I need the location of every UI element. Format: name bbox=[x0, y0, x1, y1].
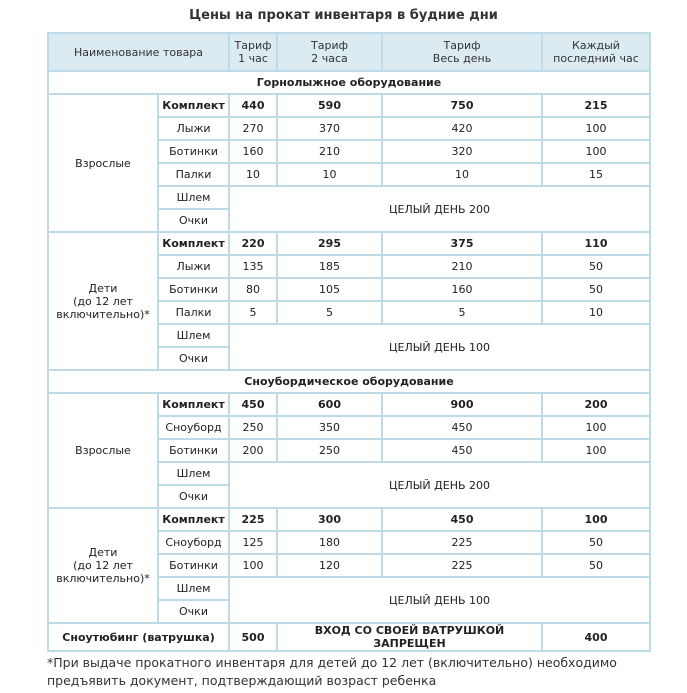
item-label: Шлем bbox=[159, 463, 228, 484]
price-cell: 5 bbox=[383, 302, 541, 323]
price-cell: 250 bbox=[278, 440, 381, 461]
item-label: Ботинки bbox=[159, 440, 228, 461]
footnote: *При выдаче прокатного инвентаря для детей до 12 лет (включительно) необходимо предъявить документ, подтверждающий возраст ребенка bbox=[47, 655, 617, 688]
section-ski: Горнолыжное оборудование bbox=[49, 72, 649, 93]
group-ski-adults: Взрослые bbox=[49, 95, 157, 231]
price-cell: 160 bbox=[230, 141, 276, 162]
price-cell: 5 bbox=[278, 302, 381, 323]
price-cell: 225 bbox=[230, 509, 276, 530]
group-snow-adults: Взрослые bbox=[49, 394, 157, 507]
price-cell: 450 bbox=[383, 509, 541, 530]
price-cell: 600 bbox=[278, 394, 381, 415]
price-cell: 500 bbox=[230, 624, 276, 650]
header-tariff-2h: Тариф 2 часа bbox=[278, 34, 381, 70]
price-cell: 270 bbox=[230, 118, 276, 139]
header-name: Наименование товара bbox=[49, 34, 228, 70]
group-ski-kids: Дети (до 12 лет включительно)* bbox=[49, 233, 157, 369]
price-cell: 900 bbox=[383, 394, 541, 415]
price-cell: 450 bbox=[230, 394, 276, 415]
table-row bbox=[49, 509, 649, 530]
item-label: Ботинки bbox=[159, 555, 228, 576]
item-label: Лыжи bbox=[159, 256, 228, 277]
header-last-hour: Каждый последний час bbox=[543, 34, 649, 70]
price-cell: 50 bbox=[543, 256, 649, 277]
item-label: Комплект bbox=[159, 233, 228, 254]
price-cell: 180 bbox=[278, 532, 381, 553]
item-label: Сноуборд bbox=[159, 417, 228, 438]
item-label: Очки bbox=[159, 348, 228, 369]
price-cell: 50 bbox=[543, 532, 649, 553]
price-cell: 5 bbox=[230, 302, 276, 323]
price-cell: 10 bbox=[278, 164, 381, 185]
item-label: Комплект bbox=[159, 509, 228, 530]
price-cell: 160 bbox=[383, 279, 541, 300]
price-cell: 220 bbox=[230, 233, 276, 254]
page-title: Цены на прокат инвентаря в будние дни bbox=[189, 8, 498, 23]
price-cell: 80 bbox=[230, 279, 276, 300]
price-cell: 750 bbox=[383, 95, 541, 116]
table-row bbox=[49, 233, 649, 254]
item-label: Палки bbox=[159, 302, 228, 323]
price-cell: 135 bbox=[230, 256, 276, 277]
price-cell: 50 bbox=[543, 555, 649, 576]
tubing-label: Сноутюбинг (ватрушка) bbox=[49, 624, 228, 650]
price-cell: 320 bbox=[383, 141, 541, 162]
price-cell: 440 bbox=[230, 95, 276, 116]
price-cell: 250 bbox=[230, 417, 276, 438]
item-label: Шлем bbox=[159, 187, 228, 208]
item-label: Комплект bbox=[159, 394, 228, 415]
price-cell: 350 bbox=[278, 417, 381, 438]
price-cell: 10 bbox=[543, 302, 649, 323]
price-cell: 420 bbox=[383, 118, 541, 139]
table-row bbox=[49, 394, 649, 415]
price-cell: 120 bbox=[278, 555, 381, 576]
price-cell: 15 bbox=[543, 164, 649, 185]
price-cell: 100 bbox=[543, 141, 649, 162]
item-label: Сноуборд bbox=[159, 532, 228, 553]
price-cell: 105 bbox=[278, 279, 381, 300]
price-cell: 300 bbox=[278, 509, 381, 530]
price-cell: 375 bbox=[383, 233, 541, 254]
price-cell: 370 bbox=[278, 118, 381, 139]
item-label: Ботинки bbox=[159, 141, 228, 162]
section-snowboard: Сноубордическое оборудование bbox=[49, 371, 649, 392]
price-cell: 100 bbox=[543, 440, 649, 461]
full-day-price: ЦЕЛЫЙ ДЕНЬ 100 bbox=[230, 325, 649, 369]
full-day-price: ЦЕЛЫЙ ДЕНЬ 200 bbox=[230, 463, 649, 507]
header-tariff-1h: Тариф 1 час bbox=[230, 34, 276, 70]
item-label: Лыжи bbox=[159, 118, 228, 139]
price-cell: 100 bbox=[230, 555, 276, 576]
item-label: Очки bbox=[159, 486, 228, 507]
price-table bbox=[47, 32, 651, 652]
header-tariff-day: Тариф Весь день bbox=[383, 34, 541, 70]
table-row bbox=[49, 624, 649, 650]
price-cell: 100 bbox=[543, 509, 649, 530]
group-snow-kids: Дети (до 12 лет включительно)* bbox=[49, 509, 157, 622]
price-cell: 200 bbox=[543, 394, 649, 415]
price-cell: 400 bbox=[543, 624, 649, 650]
price-cell: 210 bbox=[278, 141, 381, 162]
price-cell: 225 bbox=[383, 532, 541, 553]
price-cell: 210 bbox=[383, 256, 541, 277]
price-cell: 10 bbox=[383, 164, 541, 185]
price-cell: 200 bbox=[230, 440, 276, 461]
table-header-row bbox=[49, 34, 649, 70]
price-cell: 590 bbox=[278, 95, 381, 116]
price-cell: 110 bbox=[543, 233, 649, 254]
price-cell: 295 bbox=[278, 233, 381, 254]
table-row bbox=[49, 95, 649, 116]
item-label: Очки bbox=[159, 210, 228, 231]
price-cell: 125 bbox=[230, 532, 276, 553]
full-day-price: ЦЕЛЫЙ ДЕНЬ 100 bbox=[230, 578, 649, 622]
item-label: Ботинки bbox=[159, 279, 228, 300]
item-label: Комплект bbox=[159, 95, 228, 116]
price-cell: 450 bbox=[383, 440, 541, 461]
item-label: Очки bbox=[159, 601, 228, 622]
price-cell: 10 bbox=[230, 164, 276, 185]
item-label: Шлем bbox=[159, 578, 228, 599]
item-label: Шлем bbox=[159, 325, 228, 346]
full-day-price: ЦЕЛЫЙ ДЕНЬ 200 bbox=[230, 187, 649, 231]
item-label: Палки bbox=[159, 164, 228, 185]
price-cell: 450 bbox=[383, 417, 541, 438]
price-cell: 100 bbox=[543, 417, 649, 438]
price-cell: 225 bbox=[383, 555, 541, 576]
price-cell: 215 bbox=[543, 95, 649, 116]
price-cell: 185 bbox=[278, 256, 381, 277]
price-cell: 100 bbox=[543, 118, 649, 139]
tubing-notice: ВХОД СО СВОЕЙ ВАТРУШКОЙ ЗАПРЕЩЕН bbox=[278, 624, 541, 650]
price-cell: 50 bbox=[543, 279, 649, 300]
